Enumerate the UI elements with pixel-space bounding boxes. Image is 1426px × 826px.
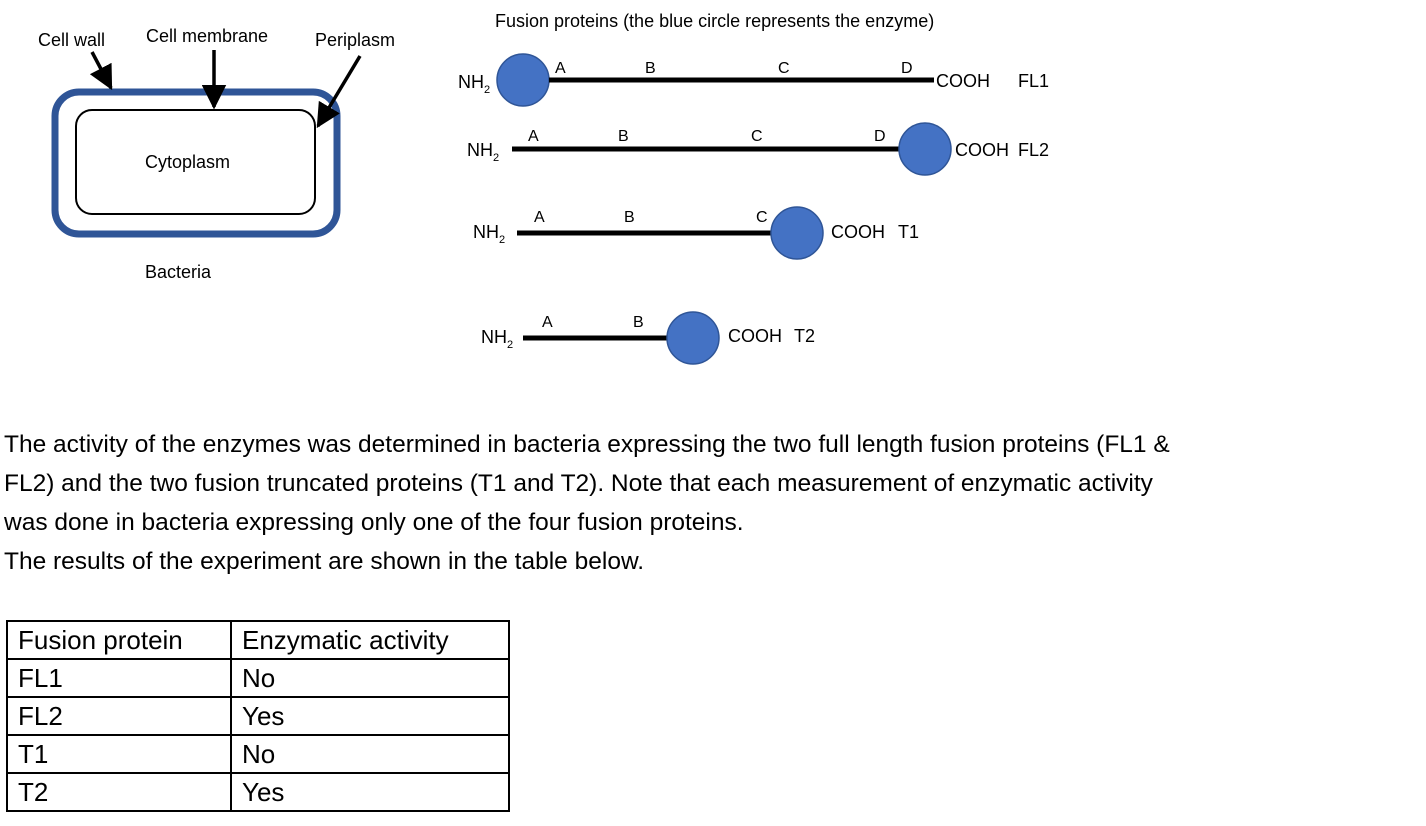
- segment-a-label: A: [555, 60, 566, 77]
- segment-b-label: B: [645, 60, 656, 77]
- construct-name: FL2: [1018, 140, 1050, 160]
- description-line: was done in bacteria expressing only one of the four fusion proteins.: [4, 509, 744, 536]
- table-row: [7, 773, 509, 811]
- cell-protein: FL2: [7, 697, 231, 735]
- nh2-label: $NH_2$: [481, 327, 514, 351]
- cell-activity: No: [231, 659, 509, 697]
- segment-d-label: D: [901, 60, 913, 77]
- cell-protein: T2: [7, 773, 231, 811]
- table-header-row: [7, 621, 509, 659]
- segment-d-label: D: [874, 128, 886, 145]
- bacterium-cell: [38, 26, 395, 282]
- table-row: [7, 659, 509, 697]
- enzyme-circle: [771, 207, 823, 259]
- fusion-title: Fusion proteins (the blue circle represents the enzyme): [495, 11, 935, 31]
- cooh-label: COOH: [728, 326, 782, 346]
- nh2-label: $NH_2$: [458, 72, 491, 96]
- construct-name: T2: [794, 326, 816, 346]
- nh2-label: $NH_2$: [467, 140, 500, 164]
- construct-fl1: [458, 54, 1049, 106]
- description-line: The results of the experiment are shown in the table below.: [4, 548, 645, 575]
- segment-a-label: A: [528, 128, 539, 145]
- cell-activity: Yes: [231, 773, 509, 811]
- enzyme-circle: [667, 312, 719, 364]
- segment-c-label: C: [778, 60, 790, 77]
- header-fusion-protein: Fusion protein: [7, 621, 231, 659]
- construct-t2: [481, 312, 815, 364]
- segment-b-label: B: [633, 314, 644, 331]
- segment-c-label: C: [756, 209, 768, 226]
- description-paragraph: [4, 425, 1422, 581]
- segment-b-label: B: [618, 128, 629, 145]
- cell-protein: FL1: [7, 659, 231, 697]
- enzyme-circle: [497, 54, 549, 106]
- cell-activity: No: [231, 735, 509, 773]
- cooh-label: COOH: [955, 140, 1009, 160]
- table-row: [7, 735, 509, 773]
- cell-wall-label: Cell wall: [38, 30, 106, 50]
- segment-b-label: B: [624, 209, 635, 226]
- cooh-label: COOH: [936, 71, 990, 91]
- construct-fl2: [467, 123, 1049, 175]
- construct-name: T1: [898, 222, 920, 242]
- cell-membrane-label: Cell membrane: [146, 26, 269, 46]
- bacteria-label: Bacteria: [145, 262, 212, 282]
- segment-a-label: A: [534, 209, 545, 226]
- cooh-label: COOH: [831, 222, 885, 242]
- enzyme-circle: [899, 123, 951, 175]
- description-line: The activity of the enzymes was determined in bacteria expressing the two full length fusion proteins (FL1 &: [4, 431, 1170, 458]
- results-table: [6, 620, 510, 812]
- segment-c-label: C: [751, 128, 763, 145]
- segment-a-label: A: [542, 314, 553, 331]
- construct-name: FL1: [1018, 71, 1050, 91]
- periplasm-label: Periplasm: [315, 30, 396, 50]
- cell-wall-arrow: [92, 52, 111, 88]
- construct-t1: [473, 207, 919, 259]
- cell-activity: Yes: [231, 697, 509, 735]
- description-line: FL2) and the two fusion truncated proteins (T1 and T2). Note that each measurement of enzymatic activity: [4, 470, 1153, 497]
- nh2-label: $NH_2$: [473, 222, 506, 246]
- cell-protein: T1: [7, 735, 231, 773]
- header-enzymatic-activity: Enzymatic activity: [231, 621, 509, 659]
- cytoplasm-label: Cytoplasm: [145, 152, 231, 172]
- table-row: [7, 697, 509, 735]
